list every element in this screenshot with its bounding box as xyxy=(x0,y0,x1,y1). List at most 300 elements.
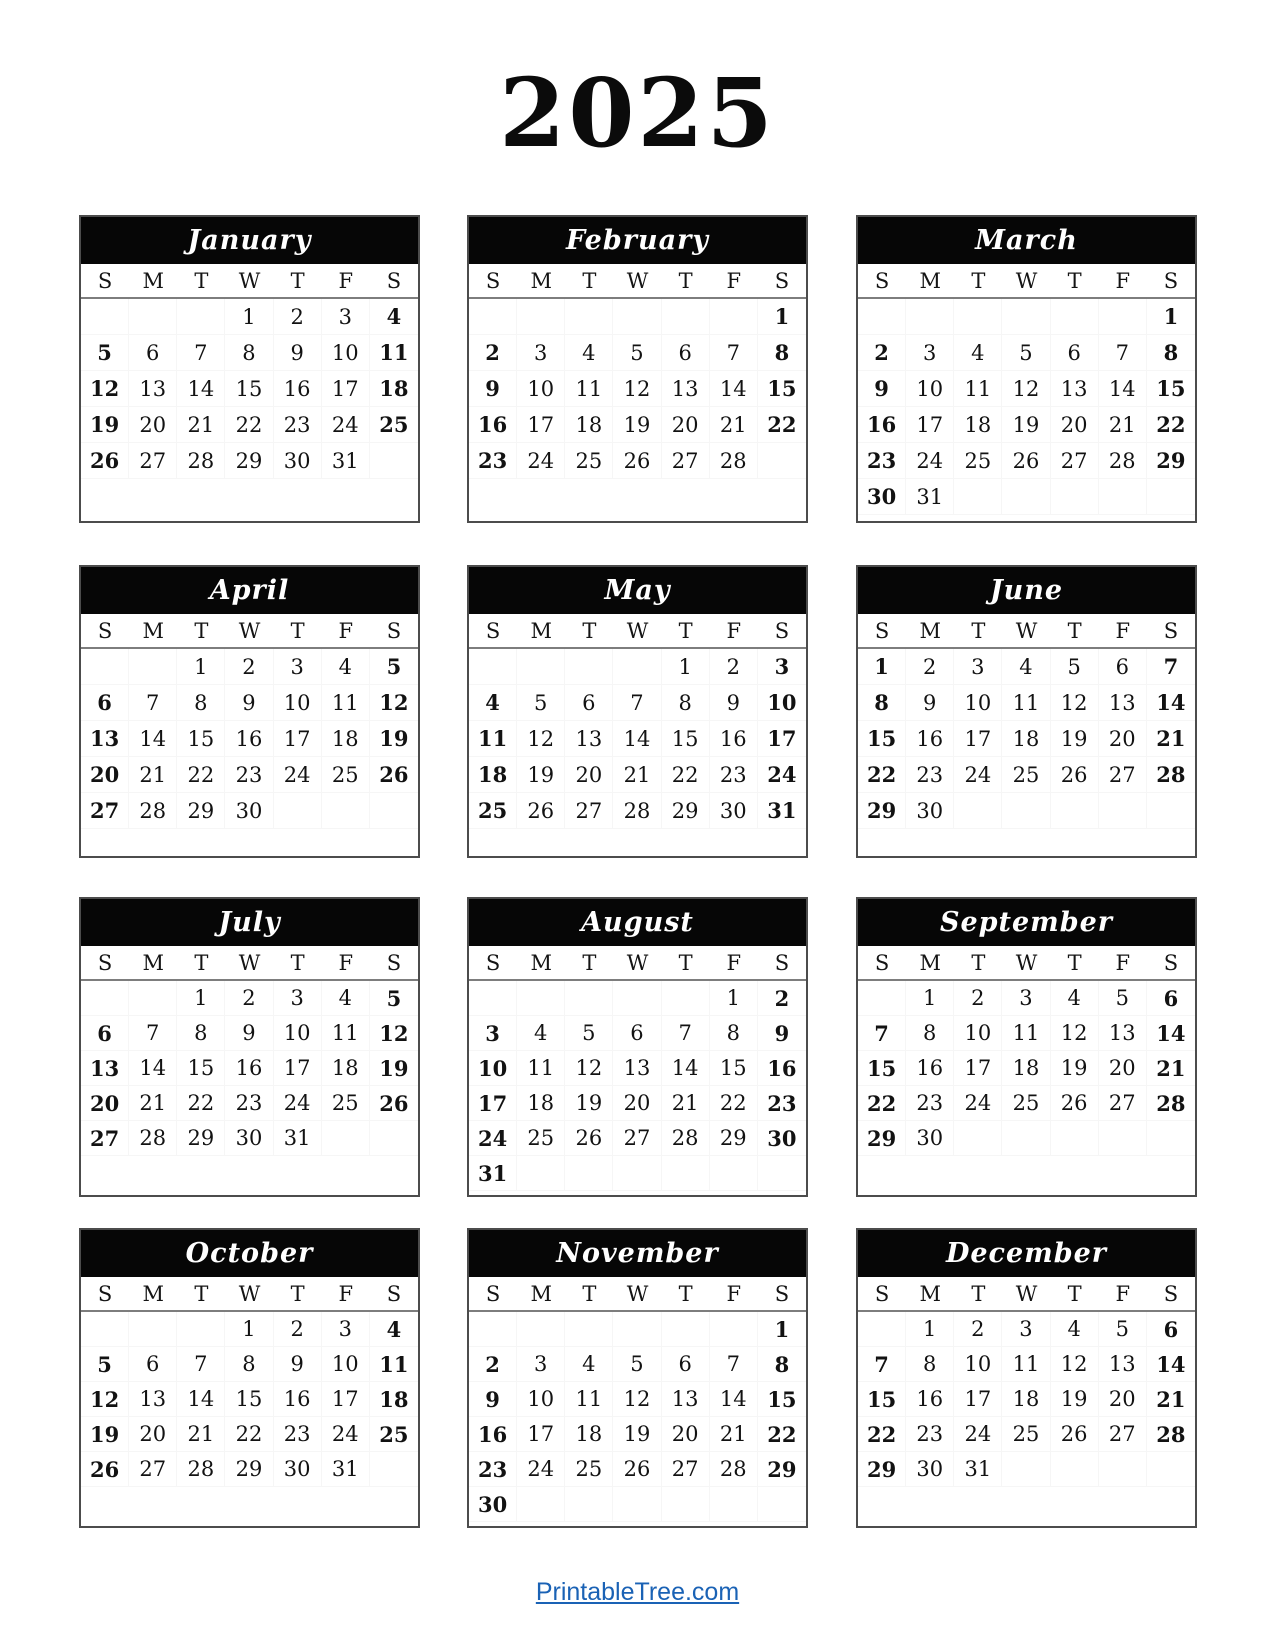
date-cell: 27 xyxy=(1051,443,1099,479)
date-cell: 18 xyxy=(954,407,1002,443)
weekday-label: W xyxy=(626,268,649,293)
date-cell: 17 xyxy=(274,1051,322,1086)
date-cell: 12 xyxy=(613,1382,661,1417)
date-cell: 10 xyxy=(469,1051,517,1086)
date-cell: 27 xyxy=(662,443,710,479)
date-cell: 24 xyxy=(517,1452,565,1487)
date-cell: 2 xyxy=(710,649,758,685)
date-cell: 19 xyxy=(1051,721,1099,757)
date-cell: 20 xyxy=(81,1086,129,1121)
date-cell: 26 xyxy=(1051,757,1099,793)
month-block xyxy=(856,897,1197,1197)
date-cell: 25 xyxy=(469,793,517,829)
month-header xyxy=(81,217,418,264)
date-cell: 9 xyxy=(858,371,906,407)
date-cell: 18 xyxy=(1002,1051,1050,1086)
date-cell: 25 xyxy=(1002,1417,1050,1452)
date-cell: 16 xyxy=(225,721,273,757)
date-cell: 30 xyxy=(906,1121,954,1156)
date-cell: 17 xyxy=(517,1417,565,1452)
date-cell: 25 xyxy=(954,443,1002,479)
date-cell: 12 xyxy=(565,1051,613,1086)
date-cell: 20 xyxy=(81,757,129,793)
date-cell: 9 xyxy=(710,685,758,721)
date-cell: 22 xyxy=(1147,407,1195,443)
weekday-label: S xyxy=(774,1281,790,1306)
weekday-label: S xyxy=(485,950,501,975)
date-cell: 4 xyxy=(565,1347,613,1382)
date-cell: 21 xyxy=(177,407,225,443)
weekday-label: W xyxy=(1015,1281,1038,1306)
date-cell: 3 xyxy=(1002,1312,1050,1347)
date-cell xyxy=(1051,479,1099,515)
date-cell: 20 xyxy=(1099,1051,1147,1086)
date-cell: 15 xyxy=(1147,371,1195,407)
date-cell xyxy=(613,981,661,1016)
date-cell xyxy=(858,981,906,1016)
date-cell: 6 xyxy=(1051,335,1099,371)
date-cell: 21 xyxy=(177,1417,225,1452)
date-cell: 3 xyxy=(322,299,370,335)
weekday-label: F xyxy=(1115,268,1131,293)
date-cell: 11 xyxy=(517,1051,565,1086)
date-cell: 8 xyxy=(906,1347,954,1382)
date-cell: 10 xyxy=(954,685,1002,721)
date-cell: 15 xyxy=(858,721,906,757)
date-cell xyxy=(565,1312,613,1347)
date-cell: 13 xyxy=(565,721,613,757)
weekday-row xyxy=(81,614,418,649)
month-header xyxy=(858,899,1195,946)
date-cell: 23 xyxy=(469,443,517,479)
date-cell: 7 xyxy=(710,335,758,371)
weekday-row xyxy=(469,946,806,981)
date-cell: 7 xyxy=(177,335,225,371)
month-block xyxy=(467,565,808,858)
date-cell xyxy=(469,299,517,335)
month-title: May xyxy=(604,575,671,606)
date-cell: 5 xyxy=(81,1347,129,1382)
month-header xyxy=(469,567,806,614)
date-cell: 12 xyxy=(81,371,129,407)
date-cell: 6 xyxy=(565,685,613,721)
date-cell: 14 xyxy=(177,1382,225,1417)
date-cell: 28 xyxy=(177,443,225,479)
date-cell xyxy=(662,1487,710,1522)
month-title: April xyxy=(209,575,290,606)
date-cell: 27 xyxy=(662,1452,710,1487)
weekday-label: F xyxy=(338,1281,354,1306)
weekday-label: S xyxy=(874,618,890,643)
date-cell: 2 xyxy=(469,335,517,371)
date-cell xyxy=(469,1312,517,1347)
date-cell: 28 xyxy=(129,793,177,829)
date-cell: 19 xyxy=(1002,407,1050,443)
date-cell: 20 xyxy=(129,407,177,443)
date-cell xyxy=(81,649,129,685)
date-grid xyxy=(81,1312,418,1487)
date-cell: 19 xyxy=(81,407,129,443)
month-block xyxy=(79,897,420,1197)
date-cell: 28 xyxy=(1147,1417,1195,1452)
date-cell: 5 xyxy=(370,981,418,1016)
date-grid xyxy=(81,649,418,829)
date-cell: 7 xyxy=(710,1347,758,1382)
weekday-label: F xyxy=(726,618,742,643)
date-cell: 5 xyxy=(1099,1312,1147,1347)
date-cell: 12 xyxy=(370,1016,418,1051)
date-cell xyxy=(758,1487,806,1522)
date-cell: 3 xyxy=(469,1016,517,1051)
weekday-label: M xyxy=(530,268,552,293)
date-cell: 2 xyxy=(274,299,322,335)
date-cell: 10 xyxy=(758,685,806,721)
date-cell xyxy=(177,1312,225,1347)
date-cell: 7 xyxy=(1099,335,1147,371)
date-cell: 9 xyxy=(225,685,273,721)
date-cell: 2 xyxy=(954,981,1002,1016)
date-cell: 23 xyxy=(906,1417,954,1452)
date-cell: 26 xyxy=(370,757,418,793)
date-cell: 23 xyxy=(906,757,954,793)
date-cell: 11 xyxy=(954,371,1002,407)
date-cell: 21 xyxy=(1147,721,1195,757)
weekday-label: M xyxy=(142,1281,164,1306)
date-cell: 1 xyxy=(225,299,273,335)
date-cell: 14 xyxy=(177,371,225,407)
date-cell xyxy=(565,1487,613,1522)
date-cell xyxy=(517,981,565,1016)
date-cell: 1 xyxy=(906,1312,954,1347)
date-cell: 15 xyxy=(225,1382,273,1417)
date-cell xyxy=(954,299,1002,335)
date-cell: 6 xyxy=(1147,981,1195,1016)
date-cell: 22 xyxy=(758,407,806,443)
date-cell: 6 xyxy=(1099,649,1147,685)
weekday-label: S xyxy=(1163,268,1179,293)
date-cell: 8 xyxy=(758,1347,806,1382)
date-cell: 29 xyxy=(858,1121,906,1156)
date-cell: 27 xyxy=(1099,1417,1147,1452)
date-cell: 27 xyxy=(129,443,177,479)
weekday-label: F xyxy=(726,268,742,293)
weekday-label: T xyxy=(678,268,693,293)
weekday-label: S xyxy=(485,1281,501,1306)
date-cell: 23 xyxy=(906,1086,954,1121)
weekday-row xyxy=(858,264,1195,299)
date-cell: 29 xyxy=(662,793,710,829)
date-cell xyxy=(1002,1121,1050,1156)
date-cell: 26 xyxy=(565,1121,613,1156)
date-cell xyxy=(613,649,661,685)
month-title: November xyxy=(556,1238,719,1269)
date-cell xyxy=(129,1312,177,1347)
date-cell: 8 xyxy=(662,685,710,721)
date-cell xyxy=(1051,1121,1099,1156)
date-cell xyxy=(469,649,517,685)
date-cell: 13 xyxy=(129,371,177,407)
footer-link[interactable]: PrintableTree.com xyxy=(535,1578,740,1606)
date-cell: 24 xyxy=(758,757,806,793)
date-cell xyxy=(1002,479,1050,515)
date-cell: 27 xyxy=(81,793,129,829)
date-cell: 22 xyxy=(858,757,906,793)
date-cell xyxy=(613,299,661,335)
date-cell: 5 xyxy=(517,685,565,721)
date-cell: 19 xyxy=(517,757,565,793)
date-cell: 29 xyxy=(177,1121,225,1156)
date-cell: 31 xyxy=(322,1452,370,1487)
date-cell: 22 xyxy=(710,1086,758,1121)
date-cell: 12 xyxy=(370,685,418,721)
date-cell: 5 xyxy=(1051,649,1099,685)
date-cell: 30 xyxy=(225,1121,273,1156)
date-cell: 23 xyxy=(469,1452,517,1487)
date-grid xyxy=(858,299,1195,515)
date-cell: 12 xyxy=(1051,1016,1099,1051)
date-cell: 30 xyxy=(906,793,954,829)
date-cell: 4 xyxy=(322,649,370,685)
date-cell: 31 xyxy=(906,479,954,515)
date-cell: 30 xyxy=(758,1121,806,1156)
month-header xyxy=(469,217,806,264)
date-cell: 9 xyxy=(274,1347,322,1382)
month-block xyxy=(467,897,808,1197)
date-cell: 20 xyxy=(613,1086,661,1121)
date-cell: 22 xyxy=(662,757,710,793)
date-cell: 18 xyxy=(565,407,613,443)
date-cell: 19 xyxy=(370,1051,418,1086)
date-cell: 31 xyxy=(954,1452,1002,1487)
date-cell: 12 xyxy=(81,1382,129,1417)
date-grid xyxy=(469,1312,806,1522)
date-cell: 19 xyxy=(81,1417,129,1452)
weekday-label: F xyxy=(1115,950,1131,975)
date-cell: 17 xyxy=(758,721,806,757)
date-cell: 26 xyxy=(81,1452,129,1487)
date-grid xyxy=(858,981,1195,1156)
date-cell: 11 xyxy=(370,1347,418,1382)
date-cell: 10 xyxy=(954,1347,1002,1382)
date-cell: 6 xyxy=(662,335,710,371)
date-cell: 28 xyxy=(129,1121,177,1156)
date-grid xyxy=(858,649,1195,829)
month-block xyxy=(79,1228,420,1528)
weekday-row xyxy=(81,1277,418,1312)
date-cell: 10 xyxy=(322,335,370,371)
date-cell: 5 xyxy=(1099,981,1147,1016)
date-cell: 27 xyxy=(1099,1086,1147,1121)
date-cell xyxy=(954,1121,1002,1156)
weekday-label: T xyxy=(582,1281,597,1306)
date-cell: 20 xyxy=(662,407,710,443)
date-cell: 31 xyxy=(274,1121,322,1156)
date-cell xyxy=(662,299,710,335)
date-cell: 27 xyxy=(129,1452,177,1487)
weekday-label: F xyxy=(726,1281,742,1306)
date-cell: 19 xyxy=(565,1086,613,1121)
weekday-label: S xyxy=(386,1281,402,1306)
weekday-label: T xyxy=(194,618,209,643)
date-cell: 8 xyxy=(858,685,906,721)
date-cell: 16 xyxy=(906,1382,954,1417)
month-header xyxy=(858,567,1195,614)
weekday-label: M xyxy=(142,268,164,293)
date-cell: 2 xyxy=(469,1347,517,1382)
date-cell: 7 xyxy=(129,1016,177,1051)
date-cell: 15 xyxy=(225,371,273,407)
date-cell: 6 xyxy=(129,335,177,371)
date-cell: 19 xyxy=(613,1417,661,1452)
date-cell xyxy=(565,299,613,335)
month-header xyxy=(81,899,418,946)
date-cell xyxy=(565,649,613,685)
date-cell: 14 xyxy=(129,1051,177,1086)
date-cell: 29 xyxy=(858,793,906,829)
weekday-label: T xyxy=(290,950,305,975)
date-cell: 24 xyxy=(906,443,954,479)
date-cell: 9 xyxy=(758,1016,806,1051)
weekday-row xyxy=(81,946,418,981)
date-cell: 26 xyxy=(517,793,565,829)
date-cell xyxy=(370,1121,418,1156)
date-cell: 10 xyxy=(517,371,565,407)
date-grid xyxy=(469,299,806,479)
weekday-label: W xyxy=(626,618,649,643)
date-cell xyxy=(322,1121,370,1156)
month-block xyxy=(856,565,1197,858)
date-cell: 3 xyxy=(758,649,806,685)
weekday-label: W xyxy=(238,618,261,643)
date-cell: 4 xyxy=(322,981,370,1016)
date-cell: 1 xyxy=(710,981,758,1016)
date-cell: 4 xyxy=(517,1016,565,1051)
date-cell: 22 xyxy=(177,1086,225,1121)
weekday-label: W xyxy=(238,268,261,293)
date-cell: 29 xyxy=(710,1121,758,1156)
weekday-label: T xyxy=(582,950,597,975)
date-cell: 22 xyxy=(858,1086,906,1121)
weekday-label: M xyxy=(530,1281,552,1306)
date-cell xyxy=(662,1312,710,1347)
date-cell: 11 xyxy=(1002,685,1050,721)
weekday-label: W xyxy=(238,950,261,975)
weekday-label: M xyxy=(530,950,552,975)
date-cell: 27 xyxy=(1099,757,1147,793)
date-cell xyxy=(613,1487,661,1522)
date-cell: 12 xyxy=(517,721,565,757)
date-cell: 11 xyxy=(370,335,418,371)
weekday-label: T xyxy=(1067,618,1082,643)
date-cell: 5 xyxy=(81,335,129,371)
date-cell xyxy=(758,1156,806,1191)
date-cell: 14 xyxy=(662,1051,710,1086)
date-cell: 30 xyxy=(469,1487,517,1522)
date-cell xyxy=(1099,479,1147,515)
date-cell: 13 xyxy=(662,1382,710,1417)
weekday-label: W xyxy=(626,950,649,975)
date-cell: 2 xyxy=(758,981,806,1016)
date-cell xyxy=(858,299,906,335)
weekday-label: T xyxy=(678,950,693,975)
date-cell: 15 xyxy=(858,1382,906,1417)
month-block xyxy=(467,215,808,523)
weekday-label: W xyxy=(238,1281,261,1306)
date-cell: 24 xyxy=(322,407,370,443)
date-cell: 19 xyxy=(1051,1382,1099,1417)
date-cell: 11 xyxy=(565,1382,613,1417)
date-cell: 14 xyxy=(1147,685,1195,721)
date-cell: 11 xyxy=(469,721,517,757)
date-cell: 29 xyxy=(225,1452,273,1487)
weekday-label: M xyxy=(919,1281,941,1306)
date-cell: 4 xyxy=(1051,1312,1099,1347)
date-cell: 1 xyxy=(758,1312,806,1347)
weekday-label: T xyxy=(582,268,597,293)
date-cell: 15 xyxy=(758,1382,806,1417)
weekday-label: S xyxy=(97,950,113,975)
date-cell xyxy=(81,981,129,1016)
date-cell: 1 xyxy=(758,299,806,335)
date-cell: 8 xyxy=(177,685,225,721)
date-cell: 28 xyxy=(613,793,661,829)
date-cell: 5 xyxy=(565,1016,613,1051)
date-cell: 11 xyxy=(322,685,370,721)
date-cell: 4 xyxy=(565,335,613,371)
date-cell: 18 xyxy=(322,721,370,757)
date-cell xyxy=(662,981,710,1016)
date-cell: 16 xyxy=(758,1051,806,1086)
date-cell: 7 xyxy=(613,685,661,721)
date-cell: 24 xyxy=(954,1086,1002,1121)
date-cell: 17 xyxy=(274,721,322,757)
date-cell: 6 xyxy=(81,1016,129,1051)
date-cell: 14 xyxy=(613,721,661,757)
date-cell: 21 xyxy=(662,1086,710,1121)
weekday-label: F xyxy=(338,618,354,643)
date-cell xyxy=(1051,793,1099,829)
month-title: June xyxy=(989,575,1064,606)
date-grid xyxy=(858,1312,1195,1487)
date-cell: 17 xyxy=(954,1051,1002,1086)
date-cell: 21 xyxy=(1147,1051,1195,1086)
date-grid xyxy=(469,649,806,829)
weekday-row xyxy=(858,1277,1195,1312)
date-cell xyxy=(954,479,1002,515)
date-cell: 26 xyxy=(1051,1417,1099,1452)
date-cell: 13 xyxy=(662,371,710,407)
weekday-label: T xyxy=(194,1281,209,1306)
date-cell: 20 xyxy=(1051,407,1099,443)
date-cell: 30 xyxy=(710,793,758,829)
date-cell: 8 xyxy=(225,335,273,371)
weekday-label: M xyxy=(919,950,941,975)
weekday-label: M xyxy=(919,268,941,293)
date-cell: 2 xyxy=(906,649,954,685)
weekday-label: S xyxy=(1163,950,1179,975)
weekday-label: S xyxy=(774,950,790,975)
date-cell xyxy=(565,1156,613,1191)
date-cell: 18 xyxy=(469,757,517,793)
date-cell: 13 xyxy=(1051,371,1099,407)
date-cell: 23 xyxy=(758,1086,806,1121)
date-cell: 10 xyxy=(274,1016,322,1051)
date-cell: 29 xyxy=(758,1452,806,1487)
date-cell: 14 xyxy=(710,1382,758,1417)
month-header xyxy=(81,567,418,614)
date-cell: 15 xyxy=(758,371,806,407)
date-cell: 4 xyxy=(469,685,517,721)
